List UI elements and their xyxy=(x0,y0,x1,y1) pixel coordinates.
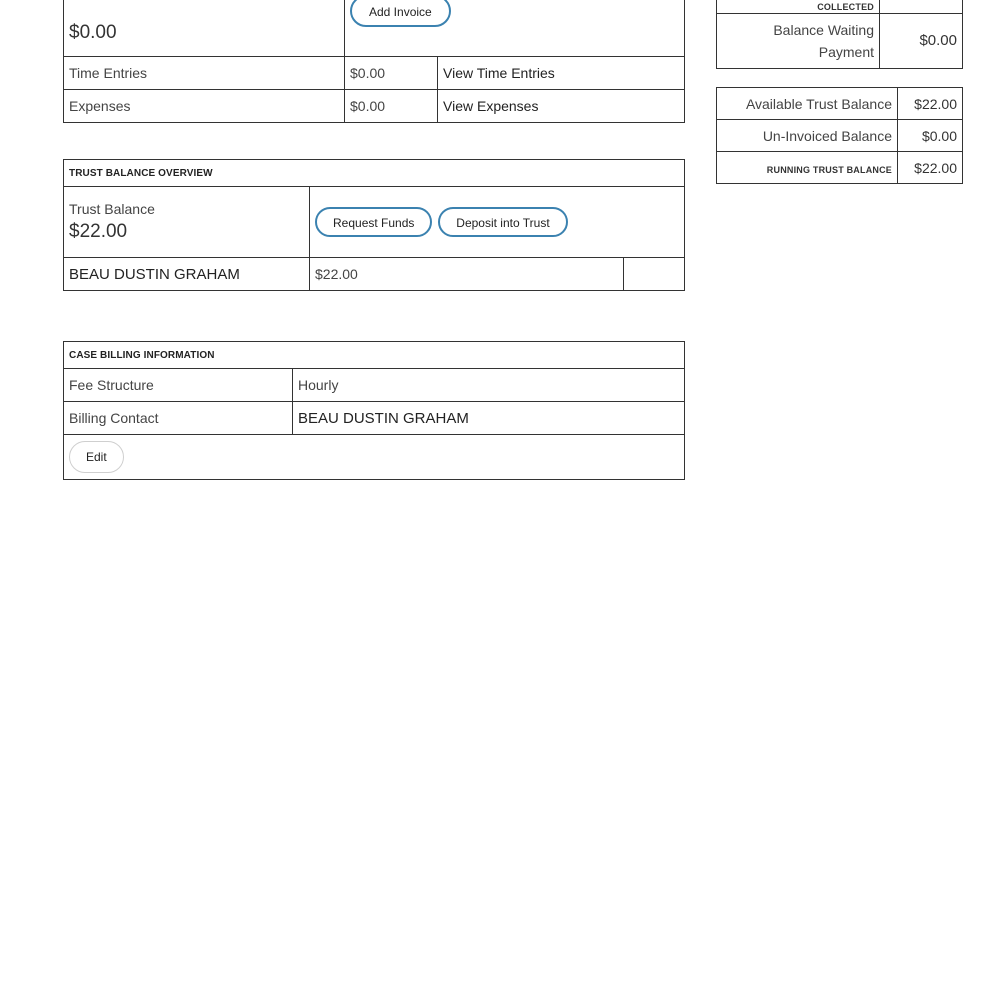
billing-header: CASE BILLING INFORMATION xyxy=(64,342,685,369)
trust-balance-amount: $22.00 xyxy=(69,221,128,242)
running-trust-value: $22.00 xyxy=(898,152,963,184)
balance-waiting-row xyxy=(717,14,963,69)
available-trust-label: Available Trust Balance xyxy=(717,88,898,120)
trust-balance-label: Trust Balance xyxy=(69,201,155,217)
billing-contact-row xyxy=(64,402,685,435)
billing-contact-value: BEAU DUSTIN GRAHAM xyxy=(293,402,685,435)
ledger-row-time-entries xyxy=(64,57,685,90)
fee-structure-label: Fee Structure xyxy=(64,369,293,402)
trust-balance-overview-table xyxy=(63,159,685,291)
deposit-into-trust-button[interactable]: Deposit into Trust xyxy=(438,207,567,237)
collected-label: COLLECTED xyxy=(817,2,874,12)
running-trust-row xyxy=(717,152,963,184)
balance-summary-table xyxy=(716,0,963,69)
case-billing-information-table xyxy=(63,341,685,480)
balance-waiting-label-cell xyxy=(717,14,880,69)
uninvoiced-balance-row xyxy=(717,120,963,152)
trust-balance-cell xyxy=(64,187,310,258)
add-invoice-button[interactable]: Add Invoice xyxy=(350,0,451,27)
billing-actions-cell xyxy=(64,435,685,480)
invoice-actions-cell xyxy=(345,0,685,57)
invoice-summary-table xyxy=(63,0,685,123)
edit-billing-button[interactable]: Edit xyxy=(69,441,124,473)
trust-client-amount: $22.00 xyxy=(310,258,624,291)
uninvoiced-balance-value: $0.00 xyxy=(898,120,963,152)
balance-waiting-value: $0.00 xyxy=(880,14,963,69)
ledger-amount: $0.00 xyxy=(345,57,438,90)
running-trust-label-cell xyxy=(717,152,898,184)
trust-client-row xyxy=(64,258,685,291)
balance-waiting-label-line2: Payment xyxy=(818,44,874,60)
view-time-entries-link[interactable]: View Time Entries xyxy=(438,57,685,90)
invoice-amount-cell xyxy=(64,0,345,57)
billing-actions-row xyxy=(64,435,685,480)
running-trust-label: RUNNING TRUST BALANCE xyxy=(766,164,892,175)
request-funds-button[interactable]: Request Funds xyxy=(315,207,432,237)
trust-overview-header: TRUST BALANCE OVERVIEW xyxy=(64,160,685,187)
fee-structure-value: Hourly xyxy=(293,369,685,402)
billing-contact-label: Billing Contact xyxy=(64,402,293,435)
trust-balance-row xyxy=(64,187,685,258)
collected-value xyxy=(880,0,963,14)
trust-client-empty-cell xyxy=(624,258,685,291)
ledger-label: Expenses xyxy=(64,90,345,123)
fee-structure-row xyxy=(64,369,685,402)
trust-client-name: BEAU DUSTIN GRAHAM xyxy=(64,258,310,291)
available-trust-row xyxy=(717,88,963,120)
available-trust-value: $22.00 xyxy=(898,88,963,120)
invoice-top-row xyxy=(64,0,685,57)
trust-actions-cell xyxy=(310,187,685,258)
billing-header-row xyxy=(64,342,685,369)
uninvoiced-balance-label: Un-Invoiced Balance xyxy=(717,120,898,152)
view-expenses-link[interactable]: View Expenses xyxy=(438,90,685,123)
invoice-amount: $0.00 xyxy=(69,22,117,43)
collected-label-cell xyxy=(717,0,880,14)
trust-summary-table xyxy=(716,87,963,184)
trust-overview-header-row xyxy=(64,160,685,187)
ledger-amount: $0.00 xyxy=(345,90,438,123)
ledger-row-expenses xyxy=(64,90,685,123)
ledger-label: Time Entries xyxy=(64,57,345,90)
balance-waiting-label-line1: Balance Waiting xyxy=(773,22,874,38)
collected-row xyxy=(717,0,963,14)
